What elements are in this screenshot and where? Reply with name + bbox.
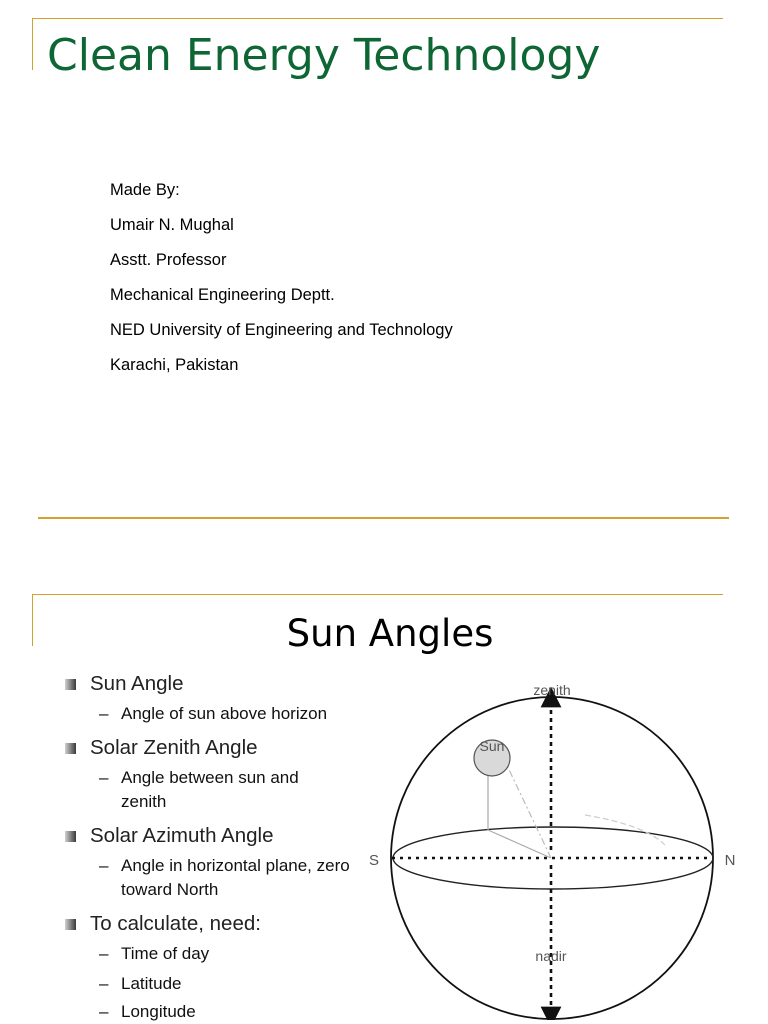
- bullet-label: Solar Zenith Angle: [90, 736, 258, 759]
- sub-bullet-item: [64, 702, 384, 726]
- bullet-label: Sun Angle: [90, 672, 184, 695]
- credit-line: Asstt. Professor: [110, 251, 227, 269]
- bullet-square-icon: [65, 679, 76, 690]
- slide-title-heading: Clean Energy Technology: [47, 30, 601, 81]
- credit-line: Made By:: [110, 181, 180, 199]
- credit-line: Mechanical Engineering Deptt.: [110, 286, 335, 304]
- slide-heading: Sun Angles: [286, 612, 494, 655]
- bullet-square-icon: [65, 919, 76, 930]
- sub-bullet-item: [64, 1000, 384, 1024]
- dash-icon: –: [99, 974, 109, 993]
- sub-bullet-text: Angle in horizontal plane, zero toward North: [121, 856, 350, 899]
- sub-bullet-item: [64, 942, 384, 966]
- dash-icon: –: [99, 768, 109, 787]
- azimuth-line: [488, 830, 551, 858]
- bullet-label: To calculate, need:: [90, 912, 261, 935]
- credit-line: Umair N. Mughal: [110, 216, 234, 234]
- dash-icon: –: [99, 704, 109, 723]
- bullet-list: [64, 672, 384, 1024]
- bullet-label: Solar Azimuth Angle: [90, 824, 274, 847]
- slide-sun-angles: [0, 590, 768, 1024]
- bottom-rule: [38, 517, 729, 519]
- dash-icon: –: [99, 944, 109, 963]
- author-credits: [110, 180, 453, 390]
- sun-ray-line: [503, 757, 551, 858]
- sub-bullet-text: Longitude: [121, 1002, 196, 1021]
- nadir-label: nadir: [535, 948, 567, 964]
- credit-line: NED University of Engineering and Technology: [110, 321, 453, 339]
- sub-bullet-text: Angle of sun above horizon: [121, 704, 328, 723]
- top-rule: [32, 18, 723, 19]
- north-label: N: [724, 852, 736, 869]
- sub-bullet-item: [64, 854, 411, 902]
- celestial-sphere-diagram: [360, 675, 760, 1020]
- zenith-label: zenith: [533, 682, 571, 698]
- bullet-item: [64, 672, 384, 696]
- south-label: S: [368, 852, 380, 869]
- credit-line: Karachi, Pakistan: [110, 356, 239, 374]
- dash-icon: –: [99, 856, 109, 875]
- sub-bullet-text: Time of day: [121, 944, 210, 963]
- bullet-item: [64, 912, 384, 936]
- bullet-item: [64, 824, 384, 848]
- sub-bullet-text: Angle between sun and zenith: [121, 768, 299, 811]
- left-rule: [32, 18, 33, 70]
- sub-bullet-item: [64, 972, 384, 996]
- sub-bullet-text: Latitude: [121, 974, 182, 993]
- sun-label: Sun: [479, 738, 505, 754]
- bullet-square-icon: [65, 743, 76, 754]
- bullet-item: [64, 736, 384, 760]
- top-rule: [32, 594, 723, 595]
- sub-bullet-item: [64, 766, 371, 814]
- bullet-square-icon: [65, 831, 76, 842]
- dash-icon: –: [99, 1002, 109, 1021]
